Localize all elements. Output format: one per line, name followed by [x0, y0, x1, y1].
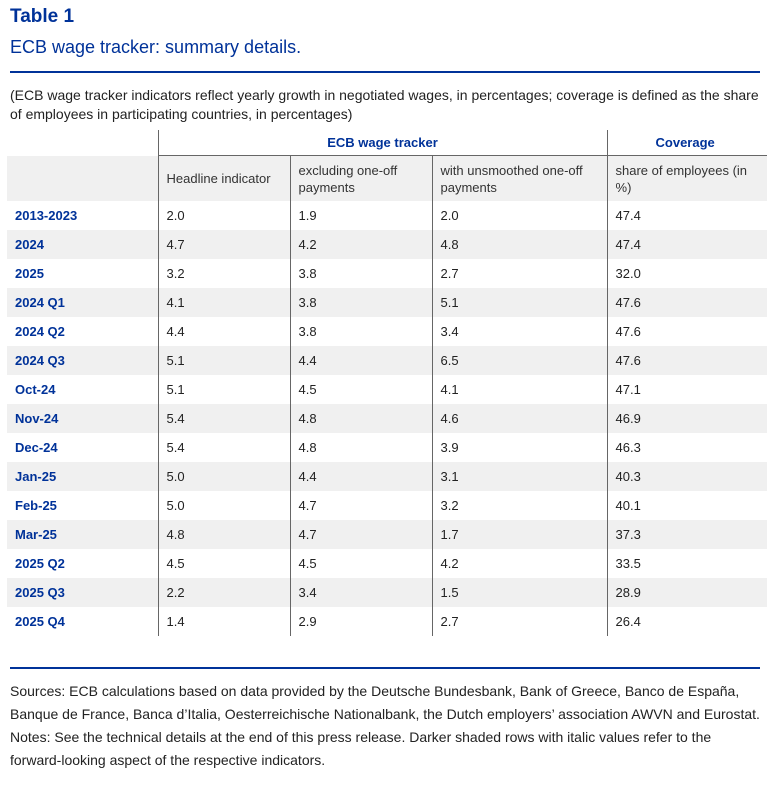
excluding-one-off-value: 4.4 — [290, 462, 432, 491]
table-row — [7, 462, 767, 491]
headline-value: 5.1 — [158, 346, 290, 375]
notes-text: Notes: See the technical details at the end of this press release. Darker shaded rows with italic values refer to the forward-looking aspect of the respective indicators. — [10, 729, 712, 768]
coverage-value: 37.3 — [607, 520, 767, 549]
headline-value: 4.5 — [158, 549, 290, 578]
unsmoothed-value: 3.4 — [432, 317, 607, 346]
coverage-value: 47.4 — [607, 230, 767, 259]
group-header-row — [7, 130, 767, 156]
unsmoothed-value: 4.2 — [432, 549, 607, 578]
row-label: 2013-2023 — [15, 208, 78, 223]
excluding-one-off-value: 3.4 — [290, 578, 432, 607]
row-label: Oct-24 — [15, 382, 56, 397]
row-label: Mar-25 — [15, 527, 57, 542]
unsmoothed-value: 3.2 — [432, 491, 607, 520]
coverage-value: 47.1 — [607, 375, 767, 404]
row-label: 2025 — [15, 266, 44, 281]
unsmoothed-value: 4.8 — [432, 230, 607, 259]
top-divider — [10, 71, 760, 73]
unsmoothed-value: 2.0 — [432, 201, 607, 230]
coverage-value: 40.1 — [607, 491, 767, 520]
column-header-row — [7, 156, 767, 202]
unsmoothed-value: 2.7 — [432, 607, 607, 636]
row-label: Jan-25 — [15, 469, 57, 484]
table-row — [7, 201, 767, 230]
table-body — [7, 201, 767, 636]
table-note: (ECB wage tracker indicators reflect yearly growth in negotiated wages, in percentages; coverage is defined as the share of employees in participating countries, in percentages) — [10, 87, 759, 122]
sources-text: Sources: ECB calculations based on data provided by the Deutsche Bundesbank, Bank of Greece, Banco de España, Banque de France, Banca d’Italia, Oesterreichische Nationalbank, the Dutch employers’ association AWVN and Eurostat. — [10, 683, 760, 722]
column-header-share: share of employees (in %) — [607, 156, 767, 202]
headline-value: 2.0 — [158, 201, 290, 230]
wage-tracker-table — [7, 130, 767, 636]
unsmoothed-value: 5.1 — [432, 288, 607, 317]
excluding-one-off-value: 3.8 — [290, 288, 432, 317]
table-row — [7, 230, 767, 259]
table-row — [7, 520, 767, 549]
headline-value: 5.1 — [158, 375, 290, 404]
excluding-one-off-value: 2.9 — [290, 607, 432, 636]
coverage-value: 47.4 — [607, 201, 767, 230]
headline-value: 4.7 — [158, 230, 290, 259]
group-header-empty — [7, 130, 158, 156]
column-header-headline: Headline indicator — [158, 156, 290, 202]
table-subtitle: ECB wage tracker: summary details. — [10, 37, 302, 57]
row-label: 2025 Q2 — [15, 556, 65, 571]
excluding-one-off-value: 3.8 — [290, 317, 432, 346]
coverage-value: 26.4 — [607, 607, 767, 636]
column-header-unsmoothed: with unsmoothed one-off payments — [432, 156, 607, 202]
table-row — [7, 404, 767, 433]
headline-value: 5.0 — [158, 491, 290, 520]
headline-value: 5.0 — [158, 462, 290, 491]
excluding-one-off-value: 4.8 — [290, 404, 432, 433]
unsmoothed-value: 3.9 — [432, 433, 607, 462]
unsmoothed-value: 1.7 — [432, 520, 607, 549]
headline-value: 5.4 — [158, 404, 290, 433]
coverage-value: 33.5 — [607, 549, 767, 578]
row-label: 2024 — [15, 237, 44, 252]
excluding-one-off-value: 1.9 — [290, 201, 432, 230]
table-title: Table 1 — [10, 6, 75, 27]
headline-value: 2.2 — [158, 578, 290, 607]
coverage-value: 46.9 — [607, 404, 767, 433]
unsmoothed-value: 1.5 — [432, 578, 607, 607]
excluding-one-off-value: 4.5 — [290, 375, 432, 404]
coverage-value: 47.6 — [607, 346, 767, 375]
row-label: 2024 Q1 — [15, 295, 65, 310]
column-header-excluding-one-off: excluding one-off payments — [290, 156, 432, 202]
group-header-tracker: ECB wage tracker — [158, 130, 607, 156]
group-header-coverage: Coverage — [607, 130, 767, 156]
excluding-one-off-value: 4.5 — [290, 549, 432, 578]
coverage-value: 40.3 — [607, 462, 767, 491]
table-row — [7, 375, 767, 404]
headline-value: 4.1 — [158, 288, 290, 317]
table-row — [7, 607, 767, 636]
table-row — [7, 491, 767, 520]
row-label: Feb-25 — [15, 498, 57, 513]
headline-value: 5.4 — [158, 433, 290, 462]
unsmoothed-value: 2.7 — [432, 259, 607, 288]
excluding-one-off-value: 4.2 — [290, 230, 432, 259]
table-row — [7, 259, 767, 288]
row-label: 2025 Q4 — [15, 614, 65, 629]
table-row — [7, 549, 767, 578]
excluding-one-off-value: 4.7 — [290, 520, 432, 549]
coverage-value: 32.0 — [607, 259, 767, 288]
row-label: Dec-24 — [15, 440, 58, 455]
row-label: 2024 Q2 — [15, 324, 65, 339]
footer — [10, 680, 762, 772]
unsmoothed-value: 6.5 — [432, 346, 607, 375]
coverage-value: 28.9 — [607, 578, 767, 607]
headline-value: 1.4 — [158, 607, 290, 636]
table-row — [7, 433, 767, 462]
excluding-one-off-value: 4.4 — [290, 346, 432, 375]
table-row — [7, 317, 767, 346]
excluding-one-off-value: 4.7 — [290, 491, 432, 520]
headline-value: 4.4 — [158, 317, 290, 346]
headline-value: 3.2 — [158, 259, 290, 288]
coverage-value: 46.3 — [607, 433, 767, 462]
table-row — [7, 346, 767, 375]
coverage-value: 47.6 — [607, 317, 767, 346]
excluding-one-off-value: 3.8 — [290, 259, 432, 288]
unsmoothed-value: 4.6 — [432, 404, 607, 433]
coverage-value: 47.6 — [607, 288, 767, 317]
bottom-divider — [10, 667, 760, 669]
unsmoothed-value: 4.1 — [432, 375, 607, 404]
unsmoothed-value: 3.1 — [432, 462, 607, 491]
table-row — [7, 288, 767, 317]
row-label: Nov-24 — [15, 411, 59, 426]
headline-value: 4.8 — [158, 520, 290, 549]
column-header-empty — [7, 156, 158, 202]
row-label: 2025 Q3 — [15, 585, 65, 600]
table-row — [7, 578, 767, 607]
excluding-one-off-value: 4.8 — [290, 433, 432, 462]
row-label: 2024 Q3 — [15, 353, 65, 368]
